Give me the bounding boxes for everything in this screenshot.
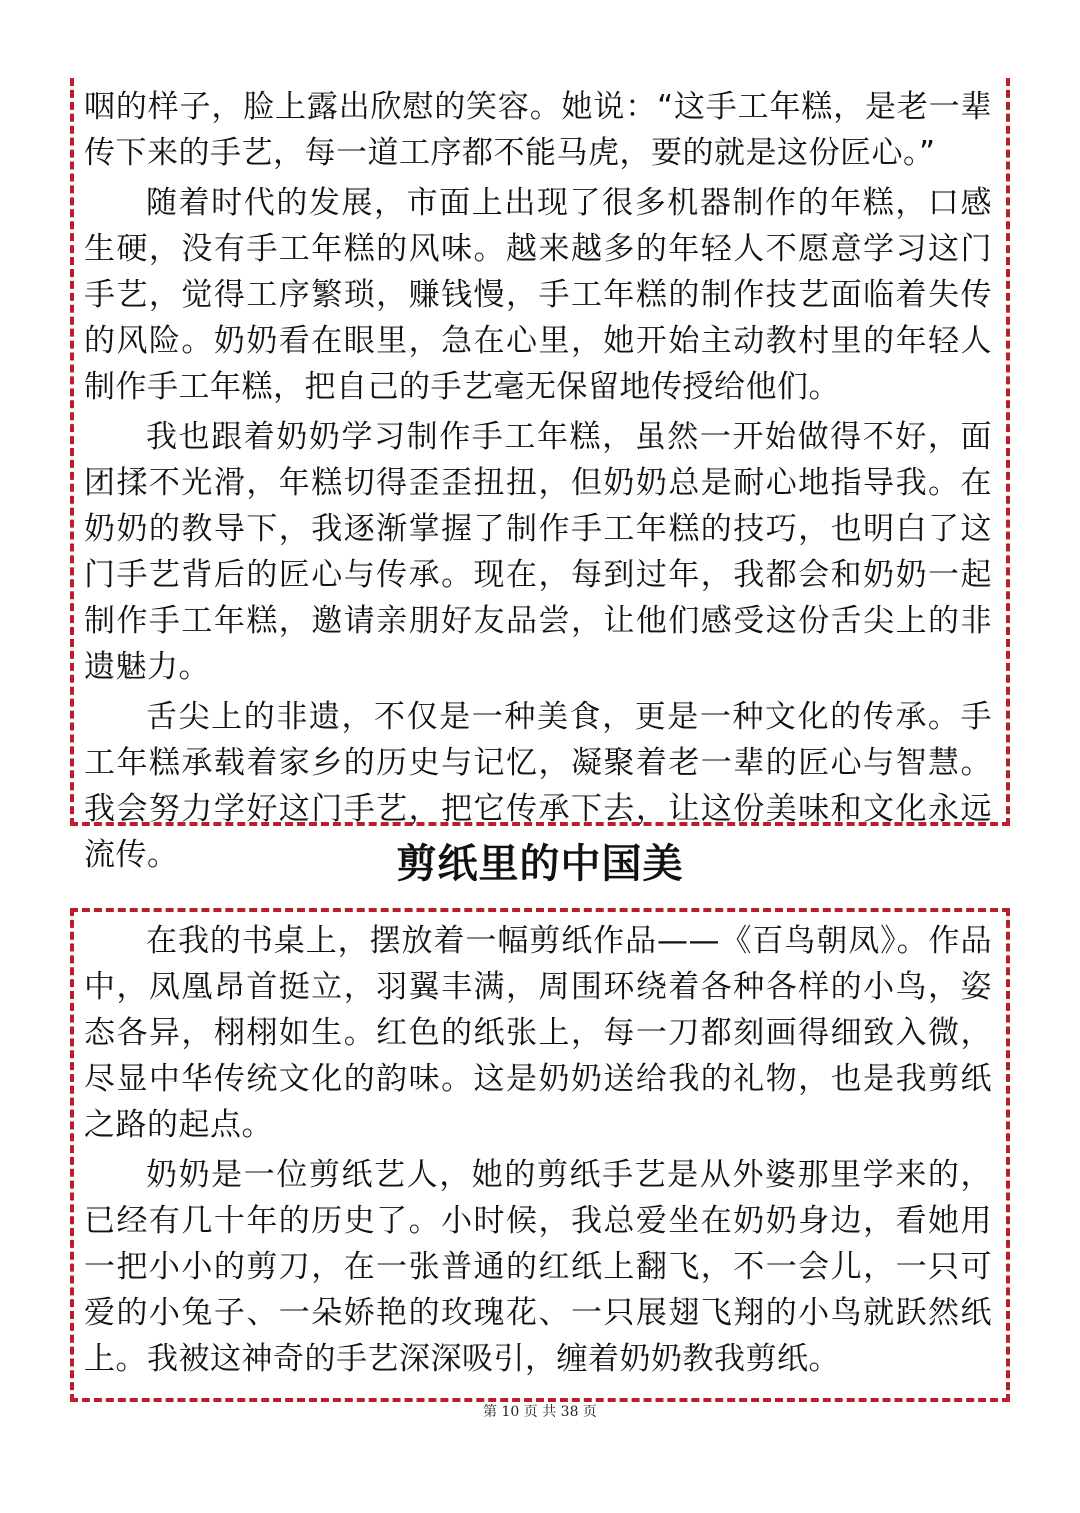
page-footer: 第 10 页 共 38 页 xyxy=(483,1404,597,1420)
section-title: 剪纸里的中国美 xyxy=(396,841,684,887)
paragraph-3: 我也跟着奶奶学习制作手工年糕，虽然一开始做得不好，面团揉不光滑，年糕切得歪歪扭扭，但奶奶总是耐心地指导我。在奶奶的教导下，我逐渐掌握了制作手工年糕的技巧，也明白了这门手艺背后的匠心与传承。现在，每到过年，我都会和奶奶一起制作手工年糕，邀请亲朋好友品尝，让他们感受这份舌尖上的非遗魅力。 xyxy=(84,419,992,685)
paragraph-5: 在我的书桌上，摆放着一幅剪纸作品——《百鸟朝凤》。作品中，凤凰昂首挺立，羽翼丰满，周围环绕着各种各样的小鸟，姿态各异，栩栩如生。红色的纸张上，每一刀都刻画得细致入微，尽显中华传统文化的韵味。这是奶奶送给我的礼物，也是我剪纸之路的起点。 xyxy=(84,923,992,1143)
section-box-bottom xyxy=(70,908,1010,1402)
paragraph-4: 舌尖上的非遗，不仅是一种美食，更是一种文化的传承。手工年糕承载着家乡的历史与记忆，凝聚着老一辈的匠心与智慧。我会努力学好这门手艺，把它传承下去，让这份美味和文化永远流传。 xyxy=(84,699,992,873)
paragraph-1: 咽的样子，脸上露出欣慰的笑容。她说：“这手工年糕，是老一辈传下来的手艺，每一道工序都不能马虎，要的就是这份匠心。” xyxy=(84,89,992,171)
paragraph-6: 奶奶是一位剪纸艺人，她的剪纸手艺是从外婆那里学来的，已经有几十年的历史了。小时候，我总爱坐在奶奶身边，看她用一把小小的剪刀，在一张普通的红纸上翻飞，不一会儿，一只可爱的小兔子、一朵娇艳的玫瑰花、一只展翅飞翔的小鸟就跃然纸上。我被这神奇的手艺深深吸引，缠着奶奶教我剪纸。 xyxy=(84,1157,992,1377)
paragraph-2: 随着时代的发展，市面上出现了很多机器制作的年糕，口感生硬，没有手工年糕的风味。越来越多的年轻人不愿意学习这门手艺，觉得工序繁琐，赚钱慢，手工年糕的制作技艺面临着失传的风险。奶奶看在眼里，急在心里，她开始主动教村里的年轻人制作手工年糕，把自己的手艺毫无保留地传授给他们。 xyxy=(84,185,992,405)
